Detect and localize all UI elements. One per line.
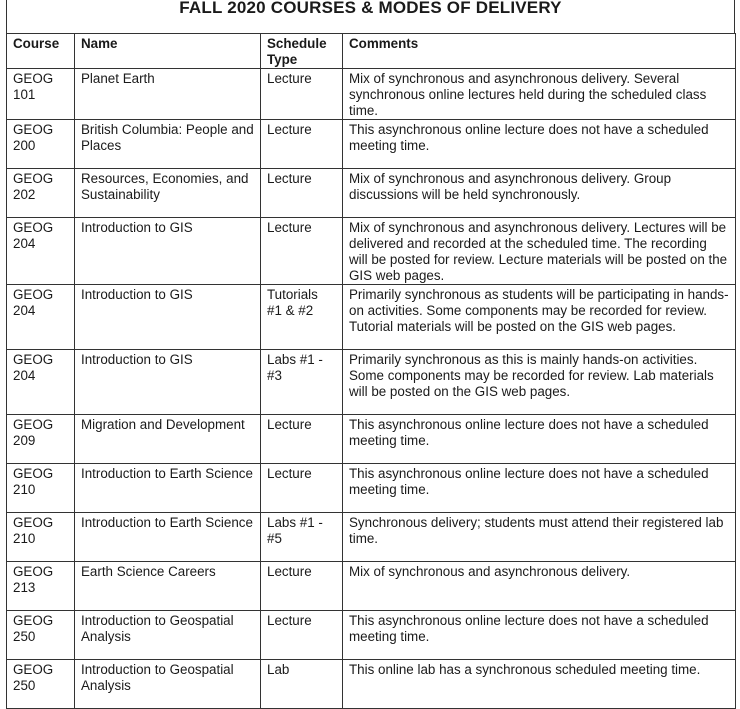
name-cell: Introduction to Earth Science bbox=[75, 513, 261, 562]
course-cell: GEOG 204 bbox=[7, 350, 75, 415]
schedule-type-cell: Lecture bbox=[261, 218, 343, 285]
table-row bbox=[7, 611, 736, 660]
comments-cell: Mix of synchronous and asynchronous delivery. Group discussions will be held synchronously. bbox=[343, 169, 736, 218]
name-cell: Introduction to GIS bbox=[75, 285, 261, 350]
table-row bbox=[7, 513, 736, 562]
table-row bbox=[7, 120, 736, 169]
name-cell: Planet Earth bbox=[75, 69, 261, 120]
course-cell: GEOG 204 bbox=[7, 285, 75, 350]
table-row bbox=[7, 169, 736, 218]
table-row bbox=[7, 69, 736, 120]
schedule-type-cell: Lecture bbox=[261, 562, 343, 611]
schedule-type-cell: Labs #1 - #5 bbox=[261, 513, 343, 562]
schedule-type-cell: Lecture bbox=[261, 120, 343, 169]
table-row bbox=[7, 285, 736, 350]
comments-cell: This asynchronous online lecture does not have a scheduled meeting time. bbox=[343, 120, 736, 169]
comments-cell: This asynchronous online lecture does not have a scheduled meeting time. bbox=[343, 464, 736, 513]
course-cell: GEOG 213 bbox=[7, 562, 75, 611]
table-row bbox=[7, 660, 736, 709]
name-cell: Resources, Economies, and Sustainability bbox=[75, 169, 261, 218]
header-course: Course bbox=[7, 34, 75, 69]
name-cell: Introduction to Earth Science bbox=[75, 464, 261, 513]
comments-cell: Synchronous delivery; students must attend their registered lab time. bbox=[343, 513, 736, 562]
comments-cell: Mix of synchronous and asynchronous delivery. bbox=[343, 562, 736, 611]
title-bar bbox=[6, 0, 735, 34]
schedule-type-cell: Lecture bbox=[261, 169, 343, 218]
name-cell: Earth Science Careers bbox=[75, 562, 261, 611]
comments-cell: Primarily synchronous as this is mainly hands-on activities. Some components may be recorded for review. Lab materials will be posted on the GIS web pages. bbox=[343, 350, 736, 415]
name-cell: Introduction to Geospatial Analysis bbox=[75, 660, 261, 709]
course-cell: GEOG 250 bbox=[7, 660, 75, 709]
name-cell: Introduction to GIS bbox=[75, 350, 261, 415]
page-title: FALL 2020 COURSES & MODES OF DELIVERY bbox=[179, 0, 562, 17]
comments-cell: This asynchronous online lecture does not have a scheduled meeting time. bbox=[343, 415, 736, 464]
header-name: Name bbox=[75, 34, 261, 69]
header-row bbox=[7, 34, 736, 69]
table-row bbox=[7, 562, 736, 611]
name-cell: Migration and Development bbox=[75, 415, 261, 464]
schedule-type-cell: Lecture bbox=[261, 464, 343, 513]
table-row bbox=[7, 464, 736, 513]
name-cell: Introduction to GIS bbox=[75, 218, 261, 285]
schedule-type-cell: Tutorials #1 & #2 bbox=[261, 285, 343, 350]
table-row bbox=[7, 218, 736, 285]
name-cell: Introduction to Geospatial Analysis bbox=[75, 611, 261, 660]
header-comments: Comments bbox=[343, 34, 736, 69]
comments-cell: Primarily synchronous as students will be participating in hands-on activities. Some components may be recorded for review. Tutorial materials will be posted on the GIS web pages. bbox=[343, 285, 736, 350]
courses-table bbox=[6, 33, 736, 709]
comments-cell: Mix of synchronous and asynchronous delivery. Several synchronous online lectures held during the scheduled class time. bbox=[343, 69, 736, 120]
course-cell: GEOG 204 bbox=[7, 218, 75, 285]
comments-cell: Mix of synchronous and asynchronous delivery. Lectures will be delivered and recorded at the scheduled time. The recording will be posted for review. Lecture materials will be posted on the GIS web pages. bbox=[343, 218, 736, 285]
schedule-type-cell: Lecture bbox=[261, 69, 343, 120]
course-cell: GEOG 202 bbox=[7, 169, 75, 218]
course-cell: GEOG 250 bbox=[7, 611, 75, 660]
comments-cell: This online lab has a synchronous scheduled meeting time. bbox=[343, 660, 736, 709]
name-cell: British Columbia: People and Places bbox=[75, 120, 261, 169]
course-cell: GEOG 209 bbox=[7, 415, 75, 464]
header-schedule-type: Schedule Type bbox=[261, 34, 343, 69]
comments-cell: This asynchronous online lecture does not have a scheduled meeting time. bbox=[343, 611, 736, 660]
course-cell: GEOG 210 bbox=[7, 513, 75, 562]
course-cell: GEOG 200 bbox=[7, 120, 75, 169]
schedule-type-cell: Lecture bbox=[261, 611, 343, 660]
schedule-type-cell: Labs #1 - #3 bbox=[261, 350, 343, 415]
course-cell: GEOG 101 bbox=[7, 69, 75, 120]
schedule-type-cell: Lecture bbox=[261, 415, 343, 464]
course-cell: GEOG 210 bbox=[7, 464, 75, 513]
schedule-type-cell: Lab bbox=[261, 660, 343, 709]
table-row bbox=[7, 350, 736, 415]
table-row bbox=[7, 415, 736, 464]
